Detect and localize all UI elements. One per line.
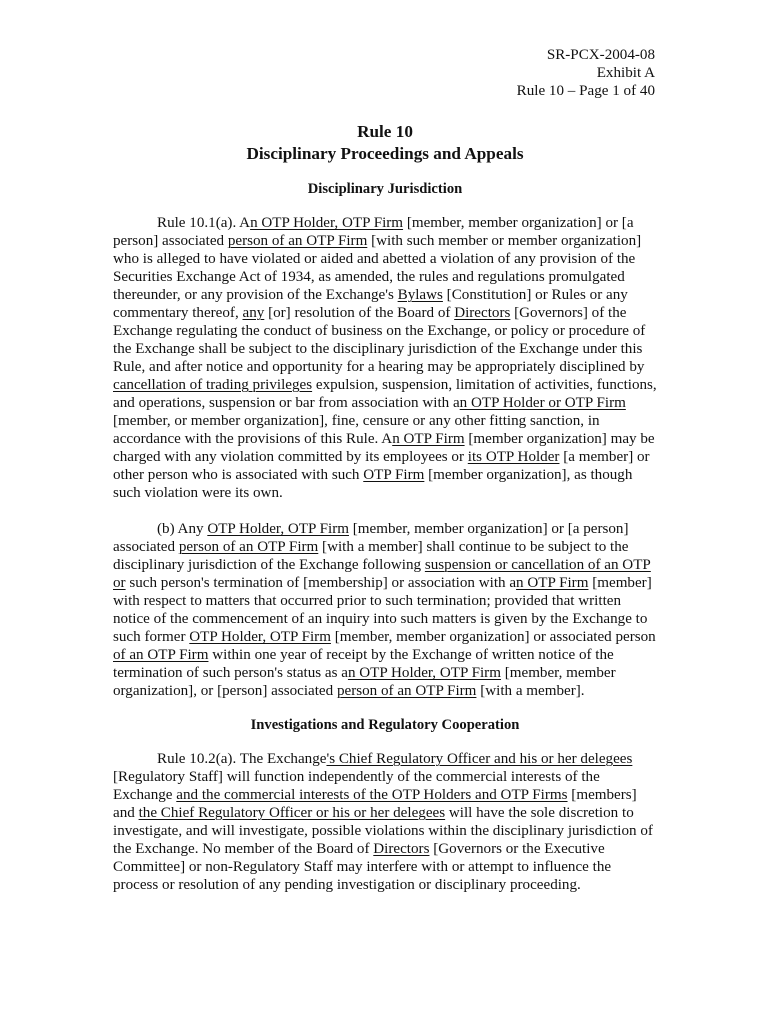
paragraph-rule-10-1b xyxy=(113,520,657,700)
text-run: [member organization], as though such violation were its own. xyxy=(113,467,633,501)
underlined-text: n OTP Holder, OTP Firm xyxy=(250,215,404,231)
underlined-text: and the commercial interests of the OTP Holders and OTP Firms xyxy=(176,787,568,803)
underlined-text: OTP Firm xyxy=(363,467,425,483)
text-run: [member organization] may be charged with any violation committed by its employees or xyxy=(113,431,655,465)
text-run: [Governors] of the Exchange regulating the conduct of business on the Exchange, or policy or procedure of the Exchange shall be subject to the disciplinary jurisdiction of the Exchange under this Rule, and after notice and opportunity for a hearing may be appropriately disciplined by xyxy=(113,305,646,375)
underlined-text: n OTP Firm xyxy=(516,575,589,591)
underlined-text: n OTP Holder or OTP Firm xyxy=(459,395,626,411)
text-run: [member, member organization] or associated person xyxy=(330,629,656,645)
underlined-text: its OTP Holder xyxy=(467,449,560,465)
document-title xyxy=(113,121,657,165)
underlined-text: Bylaws xyxy=(397,287,443,303)
underlined-text: person of an OTP Firm xyxy=(336,683,477,699)
underlined-text: OTP Holder, OTP Firm xyxy=(207,521,349,537)
section-heading-disciplinary-jurisdiction: Disciplinary Jurisdiction xyxy=(307,181,463,197)
text-run: expulsion, suspension, limitation of activities, functions, and operations, suspension or bar from association with a xyxy=(113,377,657,411)
rule-number: Rule 10 xyxy=(357,122,413,141)
document-id: SR-PCX-2004-08 xyxy=(546,47,655,63)
text-run: [members] and xyxy=(113,787,637,821)
underlined-text: n OTP Holder, OTP Firm xyxy=(347,665,501,681)
exhibit-label: Exhibit A xyxy=(596,65,655,81)
underlined-text: cancellation of trading privileges xyxy=(113,377,313,393)
text-run: Rule 10.2(a). The Exchange xyxy=(157,751,327,767)
text-run: [or] resolution of the Board of xyxy=(264,305,455,321)
rule-title: Disciplinary Proceedings and Appeals xyxy=(246,144,524,163)
text-run: [member, member organization], or [person] associated xyxy=(113,665,616,699)
text-run: [member, member organization] or [a person] associated xyxy=(113,215,634,249)
underlined-text: 's Chief Regulatory Officer and his or her delegees xyxy=(326,751,633,767)
underlined-text: the Chief Regulatory Officer or his or her delegees xyxy=(138,805,446,821)
underlined-text: person of an OTP Firm xyxy=(227,233,368,249)
text-run: [with a member] shall continue to be subject to the disciplinary jurisdiction of the Exchange following xyxy=(113,539,629,573)
underlined-text: person of an OTP Firm xyxy=(178,539,319,555)
text-run: [Constitution] or Rules or any commentary thereof, xyxy=(113,287,628,321)
text-run: within one year of receipt by the Exchange of written notice of the termination of such person's status as a xyxy=(113,647,614,681)
text-run: [with a member]. xyxy=(476,683,585,699)
text-run: [Governors or the Executive Committee] or non-Regulatory Staff may interfere with or attempt to influence the process or resolution of any pending investigation or disciplinary proceeding. xyxy=(113,841,612,893)
text-run: [member, or member organization], fine, censure or any other fitting sanction, in accordance with the provisions of this Rule. A xyxy=(113,413,600,447)
text-run: [with such member or member organization] who is alleged to have violated or aided and abetted a violation of any provision of the Securities Exchange Act of 1934, as amended, the rules and regulations promulgated thereunder, or any provision of the Exchange's xyxy=(113,233,642,303)
underlined-text: of an OTP Firm xyxy=(113,647,209,663)
underlined-text: Directors xyxy=(373,841,430,857)
section-heading-investigations: Investigations and Regulatory Cooperation xyxy=(250,717,520,733)
document-header xyxy=(113,46,657,100)
text-run: (b) Any xyxy=(157,521,208,537)
text-run: will have the sole discretion to investigate, and will investigate, possible violations within the disciplinary jurisdiction of the Exchange. No member of the Board of xyxy=(113,805,653,857)
paragraph-rule-10-1a xyxy=(113,214,657,502)
underlined-text: any xyxy=(242,305,265,321)
text-run: [member] with respect to matters that occurred prior to such termination; provided that written notice of the commencement of an inquiry into such matters is given by the Exchange to such former xyxy=(113,575,652,645)
underlined-text: Directors xyxy=(454,305,511,321)
paragraph-rule-10-2a xyxy=(113,750,657,894)
page-reference: Rule 10 – Page 1 of 40 xyxy=(516,83,655,99)
underlined-text: suspension or cancellation of an OTP or xyxy=(113,557,651,591)
text-run: such person's termination of [membership] or association with a xyxy=(125,575,517,591)
text-run: Rule 10.1(a). A xyxy=(157,215,251,231)
text-run: [member, member organization] or [a person] associated xyxy=(113,521,629,555)
text-run: [a member] or other person who is associated with such xyxy=(113,449,650,483)
text-run: [Regulatory Staff] will function independently of the commercial interests of the Exchange xyxy=(113,769,600,803)
underlined-text: OTP Holder, OTP Firm xyxy=(189,629,331,645)
underlined-text: n OTP Firm xyxy=(392,431,465,447)
